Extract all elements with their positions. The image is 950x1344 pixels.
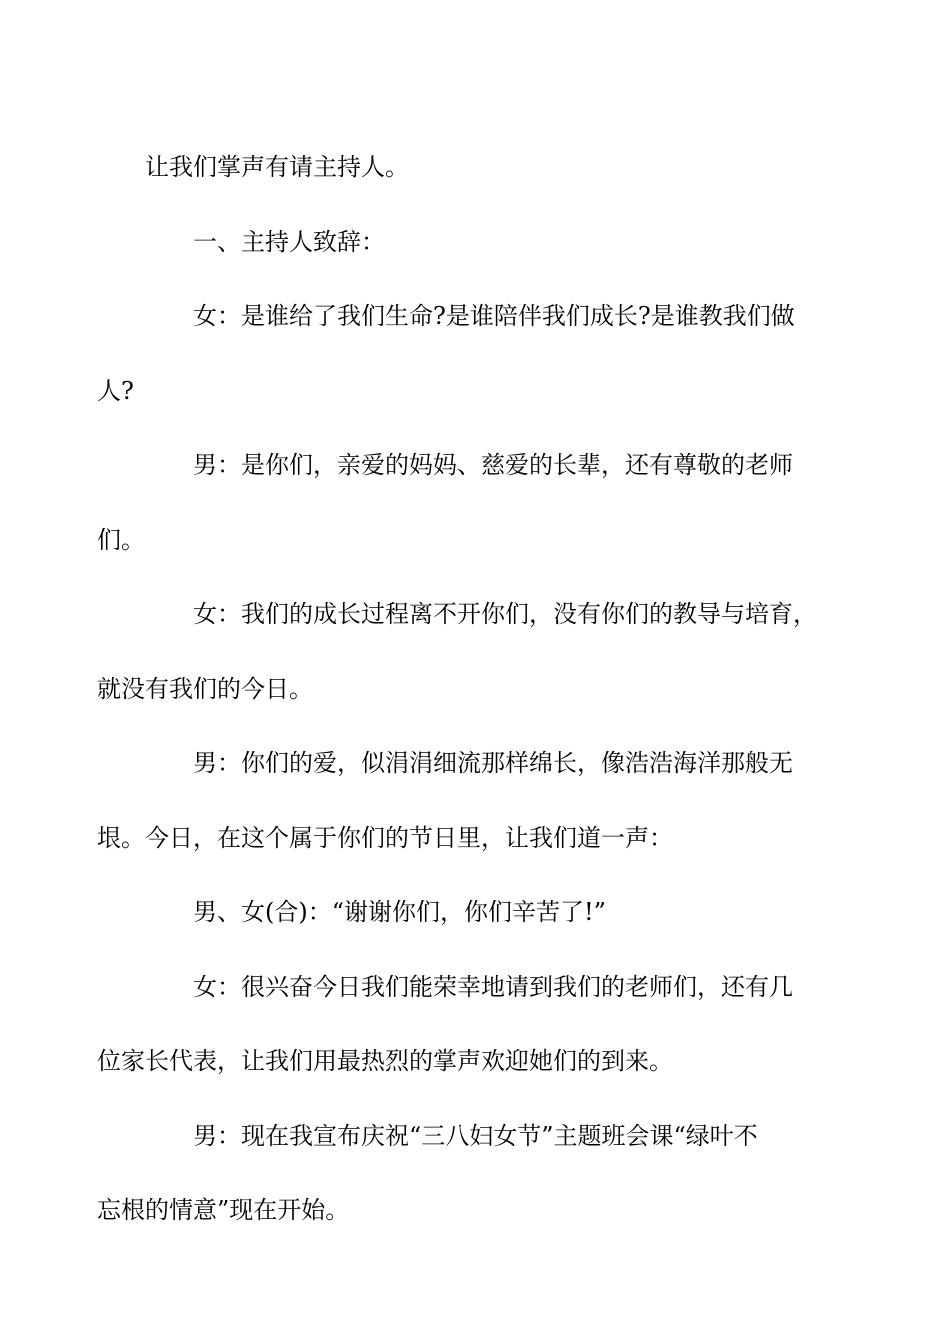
section-heading: [145, 205, 825, 280]
paragraph-line: 人?: [97, 376, 134, 405]
paragraph-line: 们。: [97, 525, 145, 554]
paragraph-line: 男、女(合)：“谢谢你们，你们辛苦了!”: [193, 898, 606, 926]
paragraph-line: 男：是你们，亲爱的妈妈、慈爱的长辈，还有尊敬的老师: [193, 451, 793, 479]
paragraph-line: 女：我们的成长过程离不开你们，没有你们的教导与培育，: [193, 600, 817, 628]
paragraph-line: 垠。今日，在这个属于你们的节日里，让我们道一声：: [97, 823, 673, 852]
paragraph-line: 一、主持人致辞：: [193, 227, 385, 256]
dialogue-paragraph: [145, 875, 825, 950]
paragraph-line: 男：现在我宣布庆祝“三八妇女节”主题班会课“绿叶不: [193, 1121, 758, 1150]
dialogue-paragraph: [97, 1099, 825, 1248]
dialogue-paragraph: [97, 428, 825, 577]
paragraph-line: 位家长代表，让我们用最热烈的掌声欢迎她们的到来。: [97, 1047, 673, 1075]
dialogue-paragraph: [97, 950, 825, 1099]
paragraph-line: 女：很兴奋今日我们能荣幸地请到我们的老师们，还有几: [193, 972, 793, 1001]
document-body: [97, 130, 825, 1248]
dialogue-paragraph: [97, 577, 825, 726]
dialogue-paragraph: [97, 726, 825, 875]
paragraph-line: 让我们掌声有请主持人。: [145, 153, 409, 181]
paragraph-line: 女：是谁给了我们生命?是谁陪伴我们成长?是谁教我们做: [193, 302, 795, 330]
paragraph-line: 忘根的情意”现在开始。: [97, 1196, 350, 1224]
paragraph-intro: [145, 130, 825, 205]
paragraph-line: 男：你们的爱，似涓涓细流那样绵长，像浩浩海洋那般无: [193, 749, 793, 777]
paragraph-line: 就没有我们的今日。: [97, 674, 313, 703]
dialogue-paragraph: [97, 279, 825, 428]
